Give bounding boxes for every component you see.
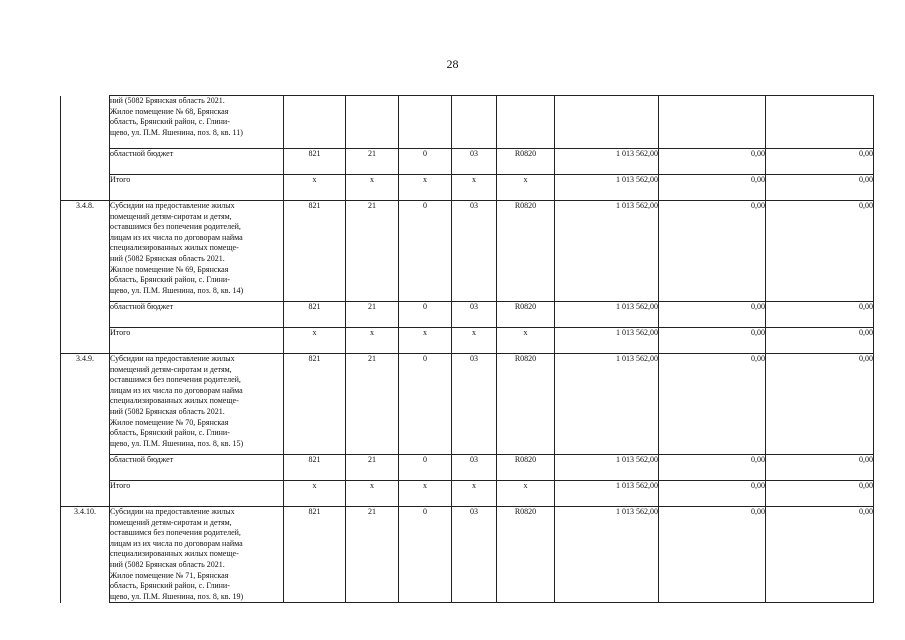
grbs-code: 821 (284, 455, 346, 481)
grbs-code: 821 (284, 149, 346, 175)
item-description (110, 201, 284, 302)
description-line: лицам из их числа по договорам найма (110, 538, 243, 548)
amount-2022: 0,00 (659, 507, 766, 603)
section-code: 21 (346, 354, 399, 455)
grbs-code (284, 96, 346, 149)
item-description (110, 149, 284, 175)
amount-2021: 1 013 562,00 (555, 175, 659, 201)
item-description (110, 455, 284, 481)
item-number (61, 175, 110, 201)
subsection-code: 0 (399, 507, 452, 603)
subsection-code: x (399, 328, 452, 354)
program-code: 03 (452, 507, 497, 603)
description-line: Жилое помещение № 70, Брянская (110, 417, 229, 427)
item-number (61, 455, 110, 481)
description-line: лицам из их числа по договорам найма (110, 385, 243, 395)
amount-2022: 0,00 (659, 149, 766, 175)
program-code: 03 (452, 201, 497, 302)
target-article-code: R0820 (497, 302, 555, 328)
description-line: ний (5082 Брянская область 2021. (110, 406, 225, 416)
item-description (110, 507, 284, 603)
program-code: x (452, 481, 497, 507)
section-code: 21 (346, 302, 399, 328)
section-code (346, 96, 399, 149)
amount-2023: 0,00 (766, 328, 874, 354)
amount-2023: 0,00 (766, 354, 874, 455)
grbs-code: x (284, 328, 346, 354)
budget-row (61, 149, 874, 175)
item-number (61, 96, 110, 149)
program-code (452, 96, 497, 149)
program-code: 03 (452, 149, 497, 175)
program-code: 03 (452, 354, 497, 455)
item-number: 3.4.10. (61, 507, 110, 603)
amount-2023: 0,00 (766, 481, 874, 507)
row-label: областной бюджет (110, 302, 174, 311)
description-line: ний (5082 Брянская область 2021. (110, 559, 225, 569)
description-line: специализированных жилых помеще- (110, 549, 239, 559)
target-article-code: x (497, 175, 555, 201)
amount-2023: 0,00 (766, 302, 874, 328)
subsection-code: 0 (399, 201, 452, 302)
target-article-code: R0820 (497, 455, 555, 481)
section-code: 21 (346, 507, 399, 603)
item-description (110, 328, 284, 354)
description-line: Жилое помещение № 68, Брянская (110, 106, 229, 116)
row-label: областной бюджет (110, 455, 174, 464)
grbs-code: x (284, 481, 346, 507)
total-row (61, 328, 874, 354)
target-article-code: R0820 (497, 149, 555, 175)
amount-2022: 0,00 (659, 354, 766, 455)
amount-2023: 0,00 (766, 201, 874, 302)
description-line: область, Брянский район, с. Глини- (110, 275, 230, 285)
page-number: 28 (446, 57, 459, 71)
program-code: x (452, 328, 497, 354)
description-line: помещений детям-сиротам и детям, (110, 211, 232, 221)
grbs-code: 821 (284, 201, 346, 302)
item-description (110, 175, 284, 201)
description-line: ний (5082 Брянская область 2021. (110, 96, 225, 105)
program-code: x (452, 175, 497, 201)
amount-2021: 1 013 562,00 (555, 354, 659, 455)
item-number (61, 302, 110, 328)
amount-2021: 1 013 562,00 (555, 201, 659, 302)
section-code: x (346, 175, 399, 201)
total-row (61, 481, 874, 507)
amount-2021: 1 013 562,00 (555, 328, 659, 354)
description-line: Жилое помещение № 69, Брянская (110, 264, 229, 274)
program-code: 03 (452, 302, 497, 328)
description-line: лицам из их числа по договорам найма (110, 232, 243, 242)
subsection-code: x (399, 175, 452, 201)
row-label: Итого (110, 328, 131, 337)
description-line: область, Брянский район, с. Глини- (110, 428, 230, 438)
amount-2021: 1 013 562,00 (555, 302, 659, 328)
grbs-code: 821 (284, 302, 346, 328)
item-description (110, 302, 284, 328)
subsection-code: 0 (399, 455, 452, 481)
description-line: оставшимся без попечения родителей, (110, 222, 241, 232)
section-code: 21 (346, 455, 399, 481)
item-row (61, 201, 874, 302)
target-article-code: x (497, 481, 555, 507)
item-number: 3.4.9. (61, 354, 110, 455)
total-row (61, 175, 874, 201)
amount-2021: 1 013 562,00 (555, 149, 659, 175)
amount-2022: 0,00 (659, 481, 766, 507)
section-code: 21 (346, 149, 399, 175)
item-description (110, 354, 284, 455)
amount-2023: 0,00 (766, 455, 874, 481)
subsection-code: 0 (399, 354, 452, 455)
amount-2021: 1 013 562,00 (555, 455, 659, 481)
description-line: щево, ул. П.М. Яшенина, поз. 8, кв. 14) (110, 285, 244, 295)
description-line: Субсидии на предоставление жилых (110, 507, 235, 516)
description-line: помещений детям-сиротам и детям, (110, 517, 232, 527)
budget-row (61, 455, 874, 481)
item-number (61, 149, 110, 175)
grbs-code: 821 (284, 354, 346, 455)
row-label: Итого (110, 175, 131, 184)
item-row (61, 507, 874, 603)
row-label: Итого (110, 481, 131, 490)
description-line: область, Брянский район, с. Глини- (110, 117, 230, 127)
description-line: область, Брянский район, с. Глини- (110, 581, 230, 591)
description-line: помещений детям-сиротам и детям, (110, 364, 232, 374)
description-line: Жилое помещение № 71, Брянская (110, 570, 229, 580)
description-line: щево, ул. П.М. Яшенина, поз. 8, кв. 11) (110, 127, 243, 137)
amount-2021: 1 013 562,00 (555, 507, 659, 603)
amount-2023: 0,00 (766, 175, 874, 201)
amount-2023: 0,00 (766, 149, 874, 175)
item-number (61, 328, 110, 354)
subsection-code (399, 96, 452, 149)
amount-2022 (659, 96, 766, 149)
amount-2022: 0,00 (659, 302, 766, 328)
amount-2022: 0,00 (659, 201, 766, 302)
subsection-code: 0 (399, 149, 452, 175)
target-article-code: R0820 (497, 354, 555, 455)
description-line: ний (5082 Брянская область 2021. (110, 253, 225, 263)
section-code: 21 (346, 201, 399, 302)
budget-table (60, 95, 874, 603)
item-row (61, 354, 874, 455)
item-number: 3.4.8. (61, 201, 110, 302)
row-label: областной бюджет (110, 149, 174, 158)
target-article-code: R0820 (497, 507, 555, 603)
description-line: специализированных жилых помеще- (110, 243, 239, 253)
description-line: Субсидии на предоставление жилых (110, 354, 235, 363)
program-code: 03 (452, 455, 497, 481)
description-line: щево, ул. П.М. Яшенина, поз. 8, кв. 15) (110, 438, 244, 448)
item-description (110, 96, 284, 149)
section-code: x (346, 481, 399, 507)
target-article-code: R0820 (497, 201, 555, 302)
description-line: оставшимся без попечения родителей, (110, 375, 241, 385)
amount-2023 (766, 96, 874, 149)
description-line: Субсидии на предоставление жилых (110, 201, 235, 210)
description-line: оставшимся без попечения родителей, (110, 528, 241, 538)
subsection-code: x (399, 481, 452, 507)
amount-2021 (555, 96, 659, 149)
description-line: специализированных жилых помеще- (110, 396, 239, 406)
section-code: x (346, 328, 399, 354)
item-description (110, 481, 284, 507)
grbs-code: 821 (284, 507, 346, 603)
grbs-code: x (284, 175, 346, 201)
target-article-code (497, 96, 555, 149)
budget-row (61, 302, 874, 328)
amount-2023: 0,00 (766, 507, 874, 603)
amount-2022: 0,00 (659, 328, 766, 354)
item-number (61, 481, 110, 507)
description-line: щево, ул. П.М. Яшенина, поз. 8, кв. 19) (110, 591, 244, 601)
continuation-row (61, 96, 874, 149)
target-article-code: x (497, 328, 555, 354)
amount-2022: 0,00 (659, 455, 766, 481)
amount-2021: 1 013 562,00 (555, 481, 659, 507)
amount-2022: 0,00 (659, 175, 766, 201)
subsection-code: 0 (399, 302, 452, 328)
